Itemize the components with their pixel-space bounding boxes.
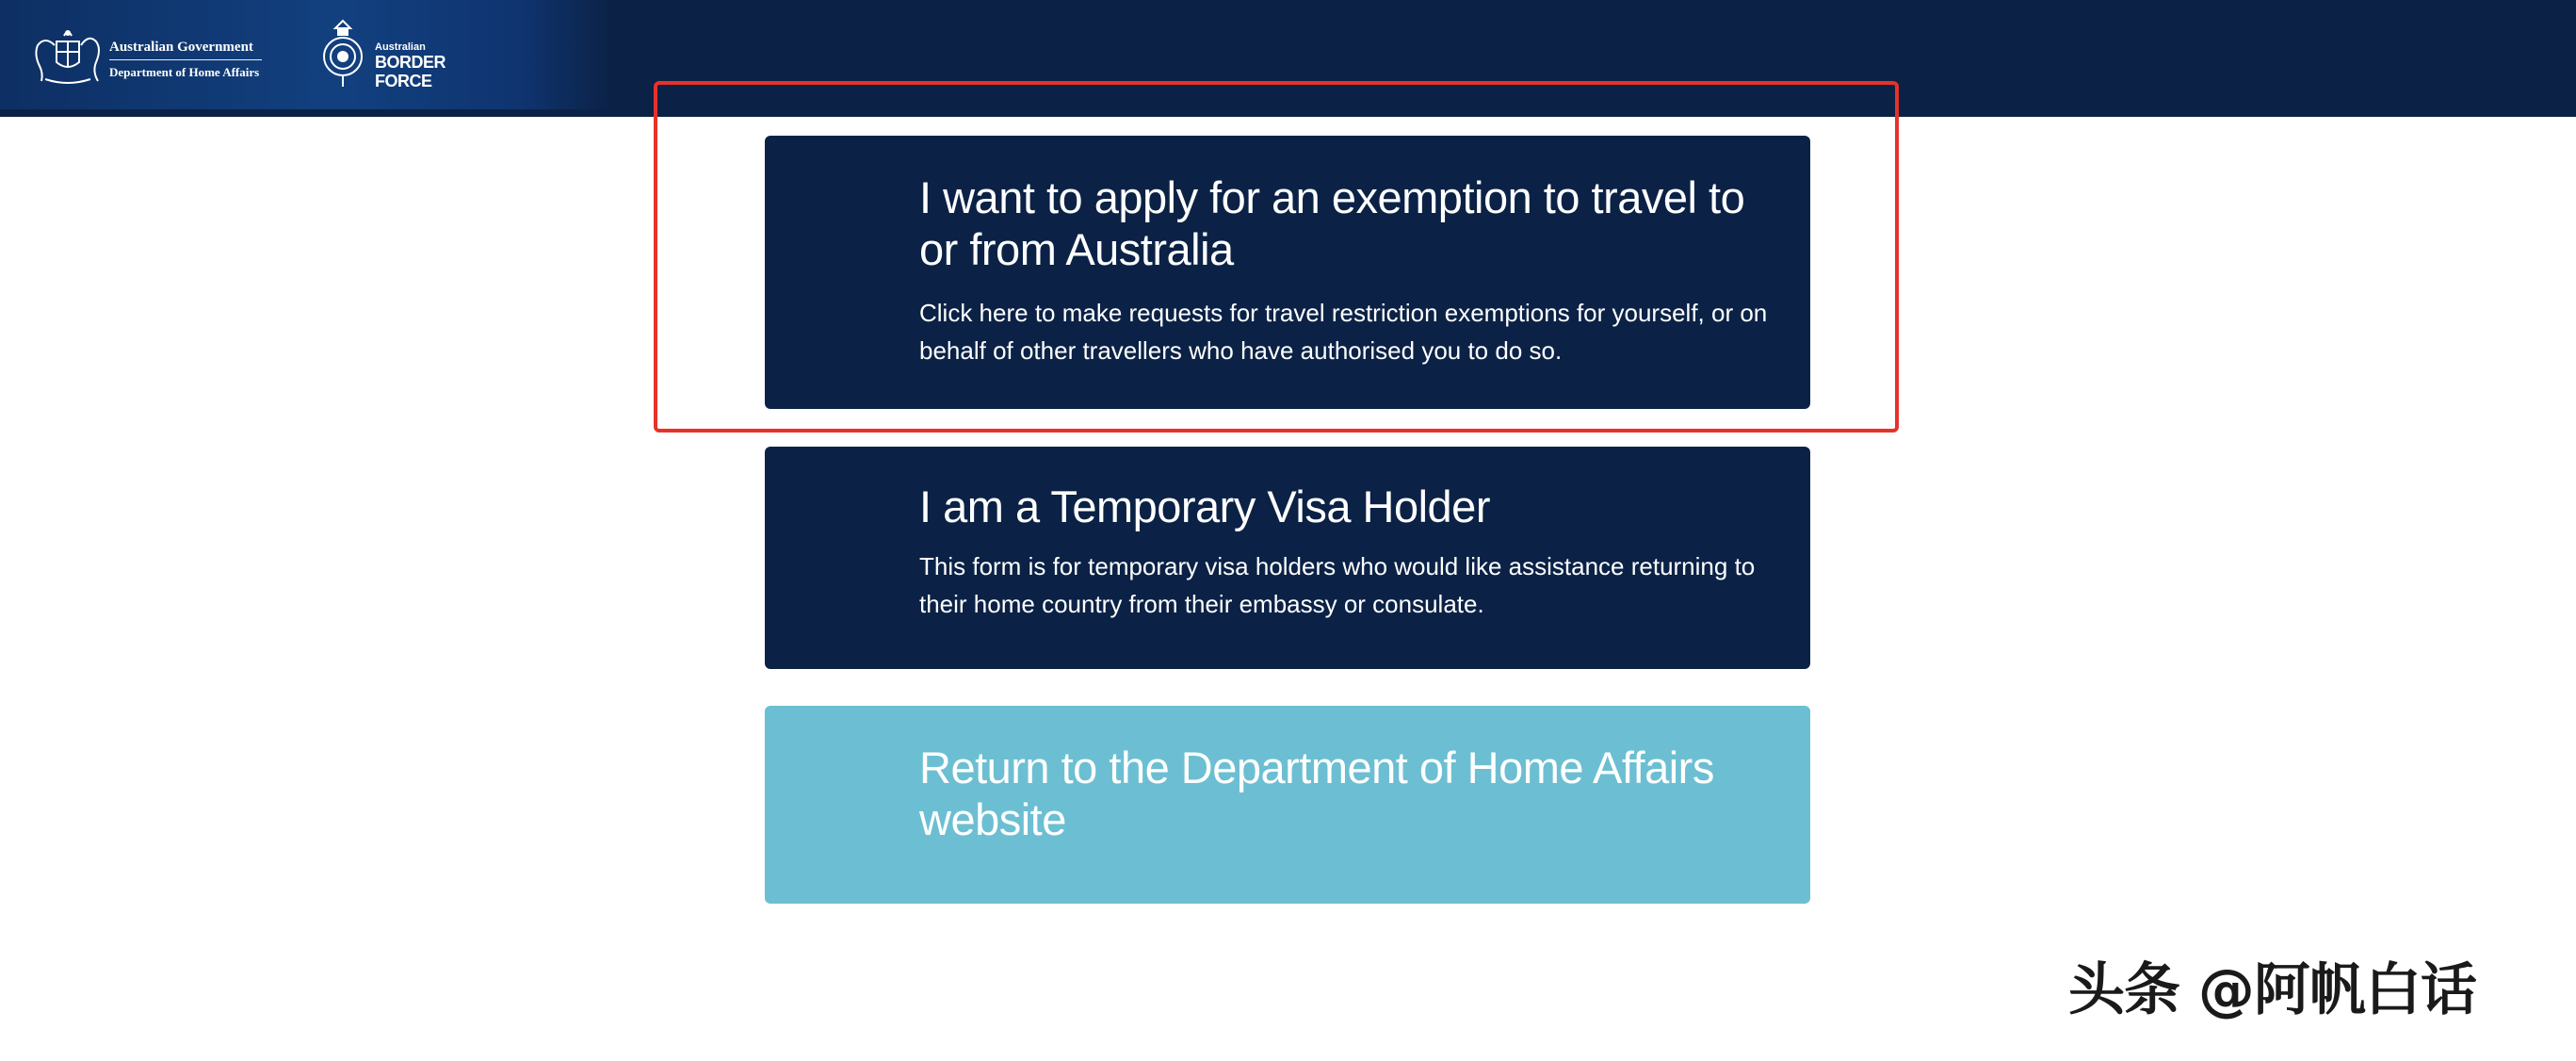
brand-area	[0, 0, 612, 109]
coat-of-arms-icon	[32, 24, 104, 87]
return-to-home-affairs-card[interactable]	[765, 706, 1810, 904]
exemption-application-card[interactable]	[765, 136, 1810, 409]
gov-logo-line1: Australian Government	[109, 40, 253, 55]
australian-government-logo[interactable]	[32, 24, 277, 87]
header-bar	[0, 0, 2576, 117]
border-force-badge-icon	[318, 17, 367, 90]
return-card-title: Return to the Department of Home Affairs website	[919, 743, 1714, 844]
temporary-visa-holder-card[interactable]	[765, 447, 1810, 669]
gov-logo-line2: Department of Home Affairs	[109, 65, 260, 79]
watermark-text: 头条 @阿帆白话	[2068, 957, 2476, 1023]
border-force-line2: BORDER FORCE	[375, 53, 446, 90]
border-force-logo[interactable]	[318, 17, 478, 90]
border-force-line1: Australian	[375, 41, 426, 53]
border-force-logo-text	[375, 41, 478, 90]
exemption-card-description: Click here to make requests for travel restriction exemptions for yourself, or on behalf of other travellers who have authorised you to do so.	[919, 299, 1768, 365]
temporary-visa-card-description: This form is for temporary visa holders who would like assistance returning to their home country from their embassy or consulate.	[919, 552, 1756, 618]
temporary-visa-card-title: I am a Temporary Visa Holder	[919, 482, 1490, 531]
exemption-card-title: I want to apply for an exemption to travel to or from Australia	[919, 172, 1745, 274]
gov-logo-divider	[109, 59, 262, 60]
gov-logo-text	[109, 39, 262, 80]
